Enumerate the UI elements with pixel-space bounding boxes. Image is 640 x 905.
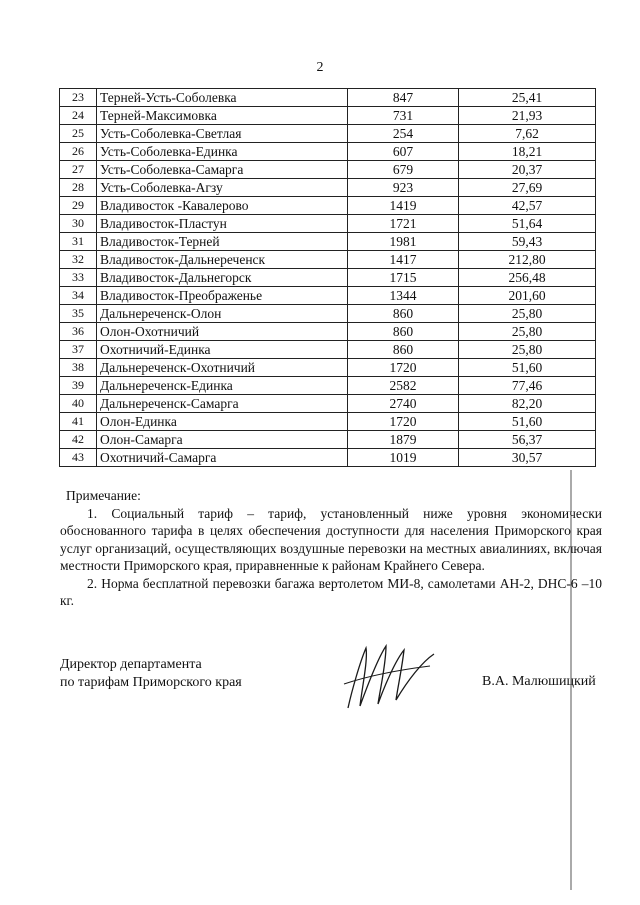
route-name: Владивосток-Дальнегорск — [97, 269, 348, 287]
route-distance: 1879 — [348, 431, 459, 449]
route-distance: 1720 — [348, 413, 459, 431]
route-tariff: 25,41 — [459, 89, 596, 107]
route-name: Усть-Соболевка-Единка — [97, 143, 348, 161]
route-distance: 1344 — [348, 287, 459, 305]
route-tariff: 25,80 — [459, 305, 596, 323]
route-distance: 1981 — [348, 233, 459, 251]
table-row — [60, 395, 596, 413]
route-tariff: 201,60 — [459, 287, 596, 305]
route-distance: 1019 — [348, 449, 459, 467]
route-name: Владивосток-Дальнереченск — [97, 251, 348, 269]
table-row — [60, 323, 596, 341]
route-tariff: 59,43 — [459, 233, 596, 251]
route-distance: 860 — [348, 323, 459, 341]
table-row — [60, 89, 596, 107]
row-number: 36 — [60, 323, 97, 341]
row-number: 41 — [60, 413, 97, 431]
route-name: Охотничий-Единка — [97, 341, 348, 359]
route-tariff: 25,80 — [459, 323, 596, 341]
row-number: 34 — [60, 287, 97, 305]
table-row — [60, 161, 596, 179]
route-tariff: 77,46 — [459, 377, 596, 395]
route-name: Охотничий-Самарга — [97, 449, 348, 467]
route-distance: 1419 — [348, 197, 459, 215]
handwritten-signature — [338, 640, 438, 712]
route-name: Дальнереченск-Единка — [97, 377, 348, 395]
route-distance: 1721 — [348, 215, 459, 233]
row-number: 23 — [60, 89, 97, 107]
route-tariff: 21,93 — [459, 107, 596, 125]
table-row — [60, 359, 596, 377]
table-row — [60, 197, 596, 215]
route-distance: 731 — [348, 107, 459, 125]
note-item-2: 2. Норма бесплатной перевозки багажа вертолетом МИ-8, самолетами АН-2, DHC-6 –10 кг. — [60, 575, 602, 608]
table-row — [60, 269, 596, 287]
row-number: 39 — [60, 377, 97, 395]
tariff-table-body — [60, 89, 596, 467]
route-distance: 679 — [348, 161, 459, 179]
signer-name: В.А. Малюшицкий — [482, 674, 596, 689]
route-distance: 254 — [348, 125, 459, 143]
route-name: Дальнереченск-Олон — [97, 305, 348, 323]
table-row — [60, 233, 596, 251]
route-distance: 860 — [348, 341, 459, 359]
route-name: Владивосток-Терней — [97, 233, 348, 251]
route-tariff: 51,60 — [459, 359, 596, 377]
table-row — [60, 251, 596, 269]
route-name: Олон-Единка — [97, 413, 348, 431]
table-row — [60, 377, 596, 395]
route-distance: 847 — [348, 89, 459, 107]
route-tariff: 256,48 — [459, 269, 596, 287]
table-row — [60, 125, 596, 143]
route-tariff: 56,37 — [459, 431, 596, 449]
row-number: 31 — [60, 233, 97, 251]
route-distance: 2582 — [348, 377, 459, 395]
route-tariff: 27,69 — [459, 179, 596, 197]
row-number: 43 — [60, 449, 97, 467]
route-name: Дальнереченск-Самарга — [97, 395, 348, 413]
row-number: 38 — [60, 359, 97, 377]
row-number: 26 — [60, 143, 97, 161]
route-tariff: 212,80 — [459, 251, 596, 269]
row-number: 24 — [60, 107, 97, 125]
route-tariff: 25,80 — [459, 341, 596, 359]
row-number: 33 — [60, 269, 97, 287]
route-name: Владивосток-Пластун — [97, 215, 348, 233]
route-distance: 2740 — [348, 395, 459, 413]
table-row — [60, 215, 596, 233]
route-tariff: 20,37 — [459, 161, 596, 179]
tariff-table — [59, 88, 596, 467]
signer-position — [60, 656, 242, 692]
table-row — [60, 305, 596, 323]
route-name: Владивосток -Кавалерово — [97, 197, 348, 215]
row-number: 42 — [60, 431, 97, 449]
route-distance: 1720 — [348, 359, 459, 377]
table-row — [60, 413, 596, 431]
row-number: 25 — [60, 125, 97, 143]
route-distance: 860 — [348, 305, 459, 323]
route-name: Олон-Охотничий — [97, 323, 348, 341]
row-number: 30 — [60, 215, 97, 233]
route-tariff: 30,57 — [459, 449, 596, 467]
route-distance: 1417 — [348, 251, 459, 269]
table-row — [60, 287, 596, 305]
page-number: 2 — [316, 60, 324, 75]
table-row — [60, 341, 596, 359]
route-tariff: 82,20 — [459, 395, 596, 413]
row-number: 40 — [60, 395, 97, 413]
route-name: Терней-Усть-Соболевка — [97, 89, 348, 107]
scan-margin-line — [570, 470, 572, 890]
route-tariff: 51,64 — [459, 215, 596, 233]
route-name: Усть-Соболевка-Светлая — [97, 125, 348, 143]
note-item-1: 1. Социальный тариф – тариф, установленный ниже уровня экономически обоснованного тарифа в целях обеспечения доступности для населения Приморского края услуг организаций, осуществляющих воздушные перевозки на местных авиалиниях, включая местности Приморского края, приравненные к районам Крайнего Севера. — [60, 505, 602, 573]
signer-position-line-1: Директор департамента — [60, 657, 202, 672]
route-distance: 607 — [348, 143, 459, 161]
route-name: Олон-Самарга — [97, 431, 348, 449]
row-number: 28 — [60, 179, 97, 197]
route-tariff: 42,57 — [459, 197, 596, 215]
notes-heading: Примечание: — [66, 488, 141, 503]
table-row — [60, 179, 596, 197]
route-name: Владивосток-Преображенье — [97, 287, 348, 305]
table-row — [60, 431, 596, 449]
table-row — [60, 143, 596, 161]
row-number: 27 — [60, 161, 97, 179]
route-name: Терней-Максимовка — [97, 107, 348, 125]
route-distance: 1715 — [348, 269, 459, 287]
route-name: Усть-Соболевка-Агзу — [97, 179, 348, 197]
signer-position-line-2: по тарифам Приморского края — [60, 675, 242, 690]
row-number: 29 — [60, 197, 97, 215]
row-number: 32 — [60, 251, 97, 269]
notes-section — [60, 487, 602, 610]
route-tariff: 18,21 — [459, 143, 596, 161]
row-number: 35 — [60, 305, 97, 323]
route-distance: 923 — [348, 179, 459, 197]
route-tariff: 7,62 — [459, 125, 596, 143]
table-row — [60, 107, 596, 125]
route-tariff: 51,60 — [459, 413, 596, 431]
route-name: Усть-Соболевка-Самарга — [97, 161, 348, 179]
route-name: Дальнереченск-Охотничий — [97, 359, 348, 377]
row-number: 37 — [60, 341, 97, 359]
table-row — [60, 449, 596, 467]
